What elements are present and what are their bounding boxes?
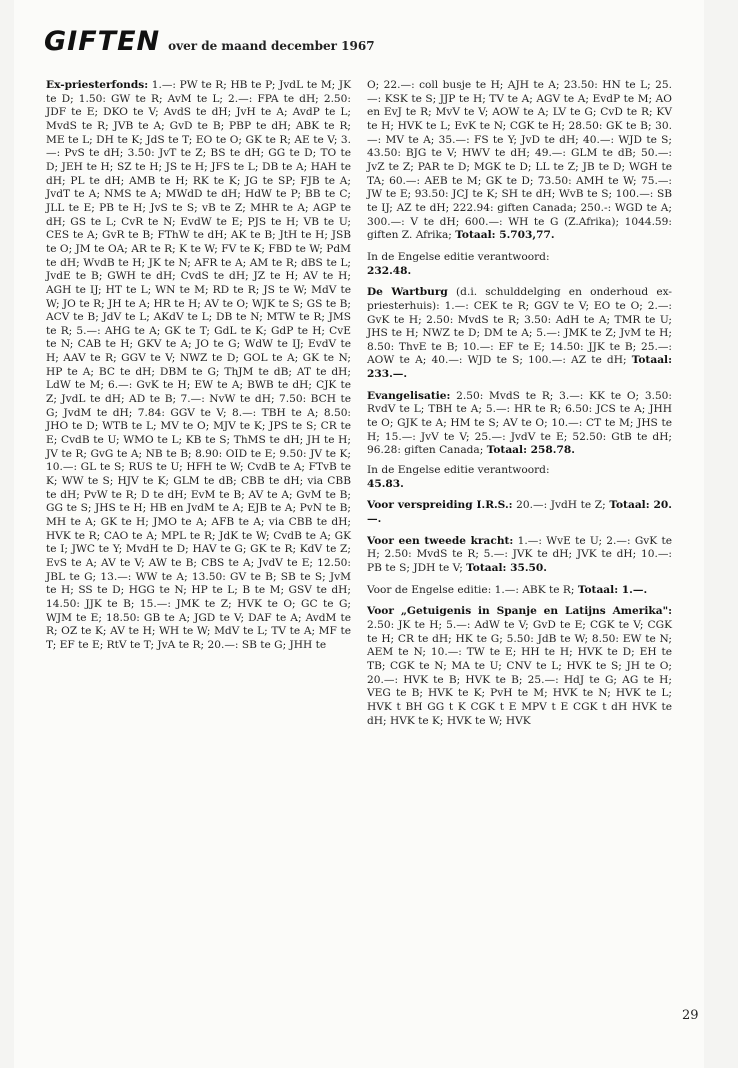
section-total: Totaal: 35.50. — [466, 562, 547, 574]
section-heading: Evangelisatie: — [367, 389, 451, 402]
section-text: O; 22.—: coll busje te H; AJH te A; 23.50: HN te L; 25.—: KSK te S; JJP te H; TV te A; AGV te A; EvdP te M; AO en EvJ te R; MvV te V; AOW te A; LV te G; CvD te R; KV te H; HVK te L; EvK te N; CGK te H; 28.50: GK te B; 30.—: MV te A; 35.—: FS te Y; JvD te dH; 40.—: WJD te S; 43.50: BJG te V; HWV te dH; 49.—: GLM te dB; 50.—: JvZ te Z; PAR te D; MGK te D; LL te Z; JB te D; WGH te TA; 60.—: AEB te M; GK te D; 73.50: AMH te W; 75.—: JW te E; 93.50: JCJ te K; SH te dH; WvB te S; 100.—: SB te IJ; AZ te dH; 222.94: giften Canada; 250.-: WGD te A; 300.—: V te dH; 600.—: WH te G (Z.Afrika); 1044.59: giften Z. Afrika; — [367, 79, 672, 242]
section-getuigenis — [367, 605, 672, 728]
section-evangelisatie — [367, 390, 672, 458]
section-heading: De Wartburg — [367, 286, 448, 299]
page-number: 29 — [682, 1008, 699, 1023]
section-text: 1.—: PW te R; HB te P; JvdL te M; JK te D; 1.50: GW te R; AvM te L; 2.—: FPA te dH; 2.50: JDF te E; DKO te V; AvdS te dH; JvH te A; AvdP te L; MvdS te R; JVB te A; GvD te B; PBP te dH; ABK te R; ME te L; DH te K; JdS te T; EO te O; GK te R; AE te V; 3.—: PvS te dH; 3.50: JvT te Z; BS te dH; GG te D; TO te D; JEH te H; SZ te H; JS te H; JFS te L; DB te A; HAH te dH; PL te dH; AMB te H; RK te K; JG te SP; FJB te A; JvdT te A; NMS te A; MWdD te dH; HdW te P; BB te C; JLL te E; PB te H; JvS te S; vB te Z; MHR te A; AGP te dH; GS te L; CvR te N; EvdW te E; PJS te H; VB te U; CES te A; GvR te B; FThW te dH; AK te B; JtH te H; JSB te O; JM te OA; AR te R; K te W; FV te K; FBD te W; PdM te dH; WvdB te H; JK te N; AFR te A; AM te R; dBS te L; JvdE te B; GWH te dH; CvdS te dH; JZ te H; AV te H; AGH te IJ; HT te L; WN te M; RD te R; JS te W; MdV te W; JO te R; JH te A; HR te H; AV te O; WJK te S; GS te B; ACV te B; JdV te L; AKdV te L; DB te N; MTW te R; JMS te R; 5.—: AHG te A; GK te T; GdL te K; GdP te H; CvE te N; CAB te H; GKV te A; JO te G; WdW te IJ; EvdV te H; AAV te R; GGV te V; NWZ te D; GOL te A; GK te N; HP te A; BC te dH; DBM te G; ThJM te dB; AT te dH; LdW te M; 6.—: GvK te H; EW te A; BWB te dH; CJK te Z; JvdL te dH; AD te B; 7.—: NvW te dH; 7.50: BCH te G; JvdM te dH; 7.84: GGV te V; 8.—: TBH te A; 8.50: JHO te D; WTB te L; MV te O; MJV te K; JPS te S; CR te E; CvdB te U; WMO te L; KB te S; ThMS te dH; JH te H; JV te R; GvG te A; NB te B; 8.90: OID te E; 9.50: JV te K; 10.—: GL te S; RUS te U; HFH te W; CvdB te A; FTvB te K; WW te S; HJV te K; GLM te dB; CBB te dH; via CBB te dH; PvW te R; D te dH; EvM te B; AV te A; GvM te B; GG te S; JHS te H; HB en JvdM te A; EJB te A; PvN te B; MH te A; GK te H; JMO te A; AFB te A; via CBB te dH; HVK te R; CAO te A; MPL te R; JdK te W; CvdB te A; GK te I; JWC te Y; MvdH te D; HAV te G; GK te R; KdV te Z; EvS te A; AV te V; AW te B; CBS te A; JvdV te E; 12.50: JBL te G; 13.—: WW te A; 13.50: GV te B; SB te S; JvM te H; SS te D; HGG te N; HP te L; B te M; GSV te dH; 14.50: JJK te B; 15.—: JMK te Z; HVK te O; GC te G; WJM te E; 18.50: GB te A; JGD te V; DAF te A; AvdM te R; OZ te K; AV te H; WH te W; MdV te L; TV te A; MF te T; EF te E; RtV te T; JvA te R; 20.—: SB te G; JHH te — [46, 79, 351, 651]
note-amount: 45.83. — [367, 477, 404, 490]
section-irs — [367, 499, 672, 526]
document-page — [14, 0, 704, 1068]
english-edition-note — [367, 464, 672, 491]
section-heading: Voor een tweede kracht: — [367, 534, 514, 547]
section-ex-priesterfonds-continued — [367, 79, 672, 243]
section-text: (d.i. schulddelging en onderhoud ex-priesterhuis): 1.—: CEK te R; GGV te V; EO te O; 2.—: GvK te H; 2.50: MvdS te R; 3.50: AdH te A; TMR te U; JHS te H; NWZ te D; DM te A; 5.—: JMK te Z; JvM te H; 8.50: ThvE te B; 10.—: EF te E; 14.50: JJK te B; 25.—: AOW te A; 40.—: WJD te S; 100.—: AZ te dH; — [367, 286, 673, 367]
english-edition-note — [367, 251, 672, 278]
section-total: Totaal: 258.78. — [486, 444, 575, 457]
section-heading: Voor „Getuigenis in Spanje en Latijns Amerika": — [367, 605, 672, 618]
page-header — [44, 26, 684, 66]
section-total: Totaal: 20.—. — [367, 499, 672, 526]
left-column — [46, 79, 351, 661]
section-engelse-editie — [367, 584, 672, 598]
section-total: Totaal: 5.703,77. — [455, 229, 555, 242]
section-wartburg — [367, 286, 672, 382]
section-text: 20.—: JvdH te Z; — [516, 499, 606, 512]
section-tweede-kracht — [367, 535, 672, 576]
section-heading: Ex-priesterfonds: — [46, 79, 149, 91]
section-total: Totaal: 233.—. — [367, 354, 672, 381]
section-text: Voor de Engelse editie: 1.—: ABK te R; — [367, 583, 575, 596]
note-text: In de Engelse editie verantwoord: — [367, 464, 550, 477]
section-text: 2.50: JK te H; 5.—: AdW te V; GvD te E; CGK te V; CGK te H; CR te dH; HK te G; 5.50: JdB te W; 8.50: EW te N; AEM te N; 10.—: TW te E; HH te H; HVK te D; EH te TB; CGK te N; MA te U; CNV te L; HVK te S; JH te O; 20.—: HVK te B; HVK te B; 25.—: HdJ te G; AG te H; VEG te B; HVK te K; PvH te M; HVK te N; HVK te L; HVK t BH GG t K CGK t E MPV t E CGK t dH HVK te dH; HVK te K; HVK te W; HVK — [367, 618, 672, 727]
page-subtitle: over de maand december 1967 — [168, 39, 375, 53]
section-total: Totaal: 1.—. — [577, 583, 648, 596]
section-text: 1.—: WvE te U; 2.—: GvK te H; 2.50: MvdS te R; 5.—: JVK te dH; JVK te dH; 10.—: PB te S; JDH te V; — [367, 534, 673, 574]
section-ex-priesterfonds — [46, 79, 351, 653]
section-heading: Voor verspreiding I.R.S.: — [367, 499, 513, 512]
section-text: 2.50: MvdS te R; 3.—: KK te O; 3.50: RvdV te L; TBH te A; 5.—: HR te R; 6.50: JCS te A; JHH te O; GJK te A; HM te S; AV te O; 10.—: CT te M; JHS te H; 15.—: JvV te V; 25.—: JvdV te E; 52.50: GtB te dH; 96.28: giften Canada; — [367, 389, 672, 457]
right-column — [367, 79, 672, 736]
note-text: In de Engelse editie verantwoord: — [367, 250, 550, 263]
page-title: GIFTEN — [44, 26, 161, 57]
note-amount: 232.48. — [367, 264, 412, 277]
